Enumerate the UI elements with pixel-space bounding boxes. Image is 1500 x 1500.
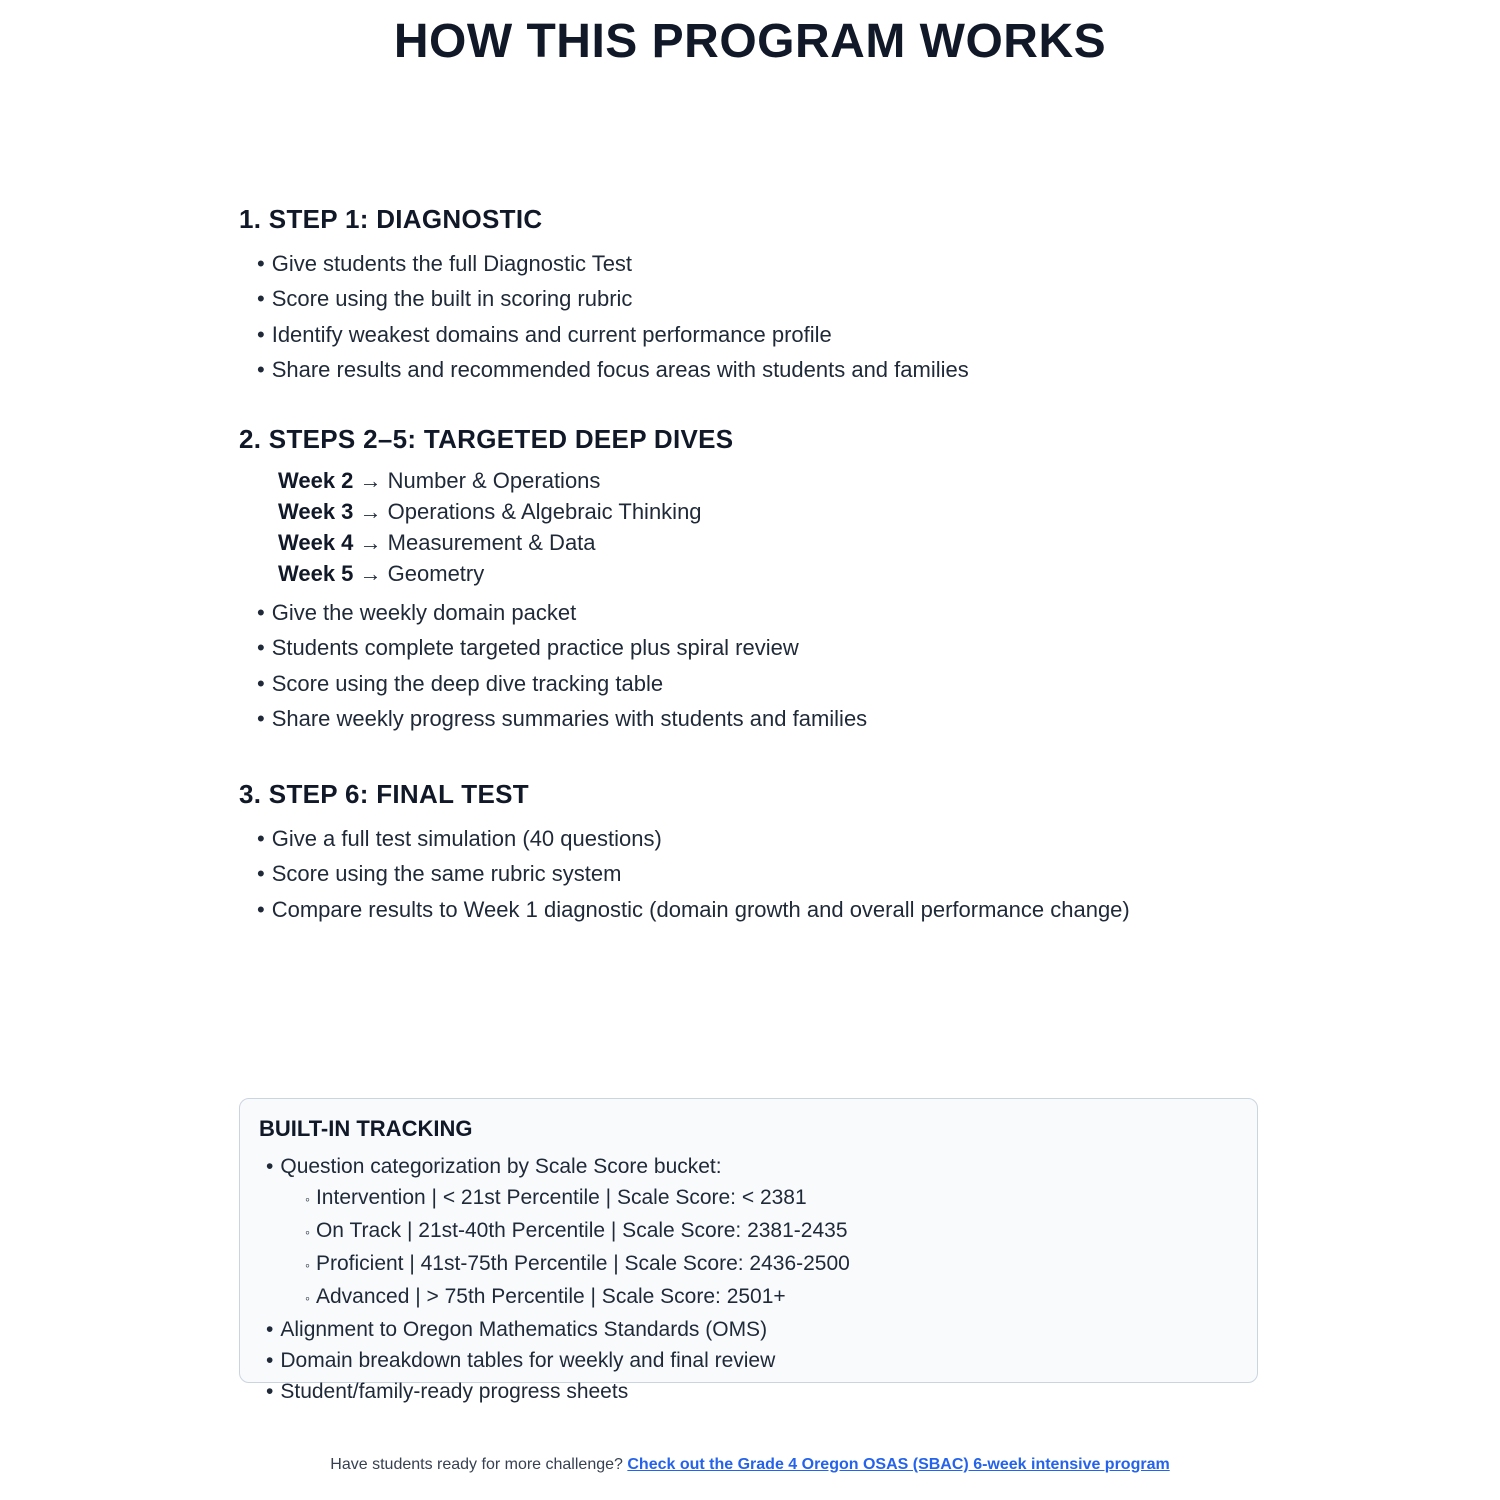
week-label: Week 4 — [278, 530, 354, 555]
arrow-icon: → — [353, 561, 388, 586]
bucket-item: ◦ Advanced | > 75th Percentile | Scale Score: 2501+ — [298, 1281, 1238, 1314]
list-item: • Score using the deep dive tracking table — [239, 666, 1259, 701]
arrow-icon: → — [353, 499, 388, 524]
arrow-icon: → — [353, 530, 388, 555]
bucket-item: ◦ On Track | 21st-40th Percentile | Scale Score: 2381-2435 — [298, 1215, 1238, 1248]
list-item: • Students complete targeted practice plus spiral review — [239, 630, 1259, 665]
week-item — [278, 527, 1259, 558]
list-item: • Student/family-ready progress sheets — [259, 1376, 1238, 1407]
panel-heading: BUILT-IN TRACKING — [259, 1116, 473, 1141]
bucket-item: ◦ Intervention | < 21st Percentile | Scale Score: < 2381 — [298, 1182, 1238, 1215]
list-item: • Give the weekly domain packet — [239, 595, 1259, 630]
section-step-6 — [239, 776, 1259, 927]
week-item — [278, 465, 1259, 496]
footer-text: Have students ready for more challenge? — [330, 1456, 628, 1473]
list-item: • Compare results to Week 1 diagnostic (domain growth and overall performance change) — [239, 892, 1259, 927]
list-item: • Identify weakest domains and current performance profile — [239, 317, 1259, 352]
week-item — [278, 496, 1259, 527]
week-label: Week 5 — [278, 561, 354, 586]
intensive-program-link[interactable]: Check out the Grade 4 Oregon OSAS (SBAC) 6-week intensive program — [627, 1456, 1170, 1473]
week-item — [278, 558, 1259, 589]
list-item: • Score using the same rubric system — [239, 856, 1259, 891]
section-heading: 2. STEPS 2–5: TARGETED DEEP DIVES — [239, 424, 734, 454]
list-item: • Alignment to Oregon Mathematics Standards (OMS) — [259, 1314, 1238, 1345]
built-in-tracking-panel — [239, 1098, 1258, 1403]
list-item: • Domain breakdown tables for weekly and final review — [259, 1345, 1238, 1376]
week-domain: Operations & Algebraic Thinking — [387, 499, 702, 524]
list-item — [259, 1151, 1238, 1314]
bucket-item: ◦ Proficient | 41st-75th Percentile | Scale Score: 2436-2500 — [298, 1248, 1238, 1281]
week-domain: Measurement & Data — [387, 530, 596, 555]
list-item: • Share results and recommended focus areas with students and families — [239, 352, 1259, 387]
list-item: • Give a full test simulation (40 questions) — [239, 821, 1259, 856]
week-label: Week 3 — [278, 499, 354, 524]
arrow-icon: → — [353, 468, 388, 493]
week-label: Week 2 — [278, 468, 354, 493]
footer — [0, 1456, 1500, 1474]
list-item: • Give students the full Diagnostic Test — [239, 246, 1259, 281]
section-steps-2-5 — [239, 421, 1259, 736]
list-item: • Share weekly progress summaries with students and families — [239, 701, 1259, 736]
week-domain: Geometry — [387, 561, 485, 586]
page-title: HOW THIS PROGRAM WORKS — [393, 15, 1107, 68]
list-item: • Score using the built in scoring rubric — [239, 281, 1259, 316]
week-domain: Number & Operations — [387, 468, 601, 493]
list-item-text: Question categorization by Scale Score bucket: — [280, 1155, 722, 1178]
section-heading: 1. STEP 1: DIAGNOSTIC — [239, 204, 543, 234]
section-step-1 — [239, 201, 1259, 387]
section-heading: 3. STEP 6: FINAL TEST — [239, 779, 529, 809]
